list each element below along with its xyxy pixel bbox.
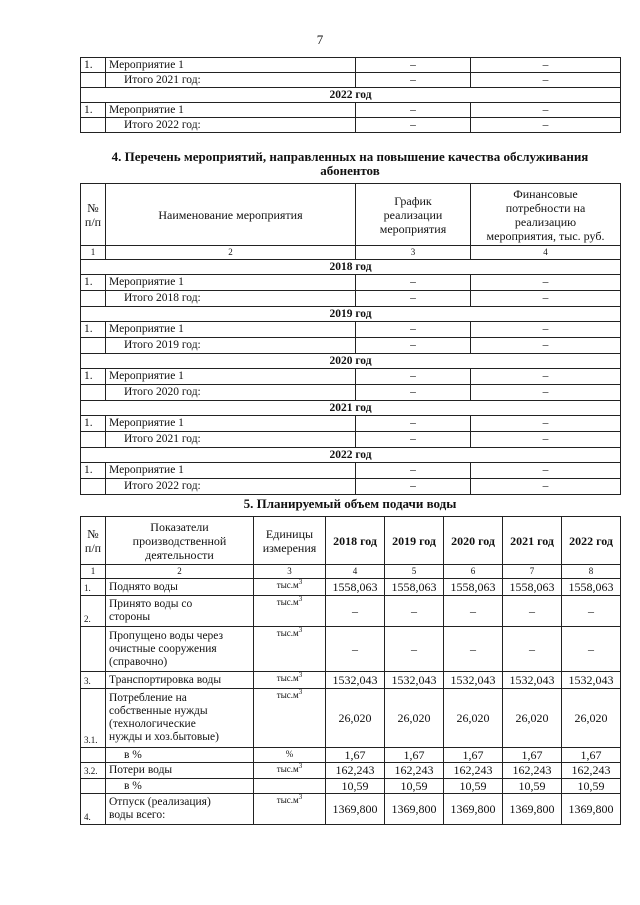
value-cell: – [503,627,562,672]
year-row [81,260,621,275]
row-name: Мероприятие 1 [106,416,356,432]
row-total: Итого 2020 год: [106,385,356,401]
table-row [81,118,621,133]
row-unit [254,779,326,794]
header-schedule: График реализации мероприятия [356,184,471,246]
row-number: 3. [81,672,106,689]
finance-value: – [471,275,621,291]
row-unit [254,672,326,689]
value-cell: – [444,596,503,627]
row-number: 3.1. [81,689,106,748]
row-indicator [106,763,254,779]
section-4-title: 4. Перечень мероприятий, направленных на повышение качества обслуживания абонентов [111,149,589,178]
unit-exponent: 3 [298,762,303,770]
schedule-value: – [356,463,471,479]
col-number: 4 [471,246,621,260]
unit-exponent: 3 [298,578,303,586]
row-indicator [106,689,254,748]
value-cell: – [385,627,444,672]
col-number: 7 [503,565,562,579]
row-name: Мероприятие 1 [106,103,356,118]
value-cell: 162,243 [562,763,621,779]
indicator-line: собственные нужды [109,705,208,717]
water-supply-table [80,516,621,825]
row-number [81,118,106,133]
row-number: 1. [81,58,106,73]
value-cell: 1532,043 [444,672,503,689]
header-units: Единицы измерения [254,517,326,565]
table-row [81,322,621,338]
header-year-2018: 2018 год [326,517,385,565]
value-cell: 1558,063 [444,579,503,596]
row-indicator [106,579,254,596]
unit-exponent: 3 [298,671,303,679]
value-cell: – [444,627,503,672]
schedule-value: – [356,103,471,118]
table-row [81,338,621,354]
schedule-value: – [356,479,471,495]
value-cell: 10,59 [562,779,621,794]
year-header: 2019 год [81,307,621,322]
value-cell: 26,020 [326,689,385,748]
value-cell: 1,67 [385,748,444,763]
schedule-value: – [356,73,471,88]
header-year-2021: 2021 год [503,517,562,565]
header-year-2022: 2022 год [562,517,621,565]
section-5-title: 5. Планируемый объем подачи воды [243,496,457,511]
row-number: 1. [81,369,106,385]
value-cell: 1,67 [503,748,562,763]
value-cell: 10,59 [385,779,444,794]
table-row [81,463,621,479]
table-row [81,88,621,103]
finance-value: – [471,338,621,354]
row-unit: % [254,748,326,763]
value-cell: 1532,043 [562,672,621,689]
row-name: Мероприятие 1 [106,463,356,479]
indicator-line: (справочно) [109,655,168,668]
indicator-line: в % [124,779,142,792]
col-number: 3 [254,565,326,579]
row-number: 1. [81,463,106,479]
row-indicator [106,672,254,689]
row-unit [254,689,326,748]
row-number [81,291,106,307]
table-row [81,369,621,385]
year-header: 2022 год [81,88,621,103]
finance-value: – [471,385,621,401]
unit-exponent: 3 [298,595,303,603]
indicator-line: Принято воды со [109,598,193,610]
col-number: 3 [356,246,471,260]
unit-text: тыс.м [276,628,299,638]
table-row [81,275,621,291]
col-number: 4 [326,565,385,579]
unit-text: тыс.м [276,795,299,805]
row-name: Мероприятие 1 [106,322,356,338]
row-number: 1. [81,322,106,338]
table-row [81,579,621,596]
value-cell: – [326,627,385,672]
value-cell: – [326,596,385,627]
value-cell: 26,020 [444,689,503,748]
value-cell: 162,243 [326,763,385,779]
page-number: 7 [316,32,324,47]
indicator-line: Транспортировка воды [109,673,222,686]
header-num: № п/п [81,184,106,246]
indicator-line: воды всего: [109,809,166,821]
indicator-line: Потребление на [109,692,187,704]
header-year-2020: 2020 год [444,517,503,565]
value-cell: 1369,800 [326,794,385,825]
row-name: Мероприятие 1 [106,369,356,385]
year-row [81,354,621,369]
value-cell: 1558,063 [326,579,385,596]
table-row [81,794,621,825]
table-row [81,479,621,495]
value-cell: 1369,800 [385,794,444,825]
row-number [81,748,106,763]
row-number [81,779,106,794]
schedule-value: – [356,58,471,73]
table-row [81,385,621,401]
value-cell: 1532,043 [503,672,562,689]
row-name: Итого 2021 год: [106,73,356,88]
row-unit [254,596,326,627]
value-cell: 1558,063 [503,579,562,596]
finance-value: – [471,291,621,307]
value-cell: 162,243 [503,763,562,779]
indicator-line: очистные сооружения [109,642,217,655]
schedule-value: – [356,322,471,338]
row-number: 1. [81,275,106,291]
value-cell: 1532,043 [326,672,385,689]
col-numbers-row [81,565,621,579]
finance-value: – [471,432,621,448]
year-header: 2018 год [81,260,621,275]
table-row [81,103,621,118]
schedule-value: – [356,416,471,432]
row-number: 1. [81,103,106,118]
table-row [81,596,621,627]
unit-text: тыс.м [276,690,299,700]
value-cell: 1369,800 [503,794,562,825]
value-cell: – [385,596,444,627]
unit-exponent: 3 [298,688,303,696]
row-name: Мероприятие 1 [106,275,356,291]
row-number [81,338,106,354]
schedule-value: – [356,369,471,385]
finance-value: – [471,369,621,385]
value-cell: 1369,800 [444,794,503,825]
value-cell: 26,020 [503,689,562,748]
value-cell: 162,243 [385,763,444,779]
schedule-value: – [356,432,471,448]
year-row [81,401,621,416]
finance-value: – [471,479,621,495]
value-cell: – [562,596,621,627]
row-number: 3.2. [81,763,106,779]
row-number: 4. [81,794,106,825]
indicator-line: Поднято воды [109,580,178,593]
row-indicator [106,794,254,825]
year-header: 2021 год [81,401,621,416]
indicator-line: Потери воды [109,764,173,776]
value-cell: 10,59 [444,779,503,794]
col-number: 5 [385,565,444,579]
value-cell: 10,59 [503,779,562,794]
unit-text: тыс.м [276,580,299,590]
value-cell: 10,59 [326,779,385,794]
row-name: Итого 2022 год: [106,118,356,133]
indicator-line: нужды и хоз.бытовые) [109,731,219,743]
table-row [81,748,621,763]
table-row [81,58,621,73]
finance-value: – [471,103,621,118]
schedule-value: – [356,385,471,401]
year-row [81,307,621,322]
row-number: 2. [81,596,106,627]
measures-table [80,183,621,495]
value-cell: 1558,063 [562,579,621,596]
table-row [81,672,621,689]
row-total: Итого 2021 год: [106,432,356,448]
unit-exponent: 3 [298,793,303,801]
year-header: 2020 год [81,354,621,369]
value-cell: 1,67 [444,748,503,763]
finance-value: – [471,463,621,479]
finance-value: – [471,73,621,88]
row-indicator [106,748,254,763]
col-number: 2 [106,565,254,579]
finance-value: – [471,118,621,133]
value-cell: 1558,063 [385,579,444,596]
row-name: Мероприятие 1 [106,58,356,73]
row-indicator [106,627,254,672]
table-row [81,432,621,448]
col-number: 2 [106,246,356,260]
row-total: Итого 2019 год: [106,338,356,354]
row-number [81,479,106,495]
value-cell: 162,243 [444,763,503,779]
indicator-line: (технологические [109,718,196,730]
row-total: Итого 2022 год: [106,479,356,495]
table-row [81,689,621,748]
value-cell: 1369,800 [562,794,621,825]
value-cell: 1532,043 [385,672,444,689]
finance-value: – [471,416,621,432]
indicator-line: Пропущено воды через [109,629,224,642]
row-number [81,432,106,448]
top-table [80,57,621,133]
row-total: Итого 2018 год: [106,291,356,307]
col-number: 8 [562,565,621,579]
indicator-line: в % [124,748,142,761]
value-cell: 26,020 [385,689,444,748]
header-name: Наименование мероприятия [106,184,356,246]
table-row [81,763,621,779]
row-indicator [106,596,254,627]
row-number [81,73,106,88]
value-cell: 1,67 [562,748,621,763]
header-finance: Финансовые потребности на реализацию мероприятия, тыс. руб. [471,184,621,246]
table-row [81,416,621,432]
schedule-value: – [356,291,471,307]
col-number: 1 [81,565,106,579]
header-year-2019: 2019 год [385,517,444,565]
col-number: 1 [81,246,106,260]
unit-text: тыс.м [276,764,299,774]
year-row [81,448,621,463]
schedule-value: – [356,338,471,354]
row-number [81,385,106,401]
header-indicators: Показатели производственной деятельности [106,517,254,565]
row-unit [254,794,326,825]
schedule-value: – [356,118,471,133]
table-row [81,779,621,794]
value-cell: 1,67 [326,748,385,763]
finance-value: – [471,322,621,338]
schedule-value: – [356,275,471,291]
row-unit [254,763,326,779]
table-row [81,291,621,307]
row-number: 1. [81,579,106,596]
row-indicator [106,779,254,794]
unit-exponent: 3 [298,626,303,634]
col-number: 6 [444,565,503,579]
finance-value: – [471,58,621,73]
year-header: 2022 год [81,448,621,463]
indicator-line: Отпуск (реализация) [109,796,211,808]
header-num: № п/п [81,517,106,565]
value-cell: – [562,627,621,672]
value-cell: – [503,596,562,627]
table-row [81,627,621,672]
row-unit [254,627,326,672]
unit-text: тыс.м [276,673,299,683]
row-number: 1. [81,416,106,432]
row-number [81,627,106,672]
row-unit [254,579,326,596]
table-row [81,73,621,88]
indicator-line: стороны [109,611,151,623]
value-cell: 26,020 [562,689,621,748]
unit-text: тыс.м [276,597,299,607]
